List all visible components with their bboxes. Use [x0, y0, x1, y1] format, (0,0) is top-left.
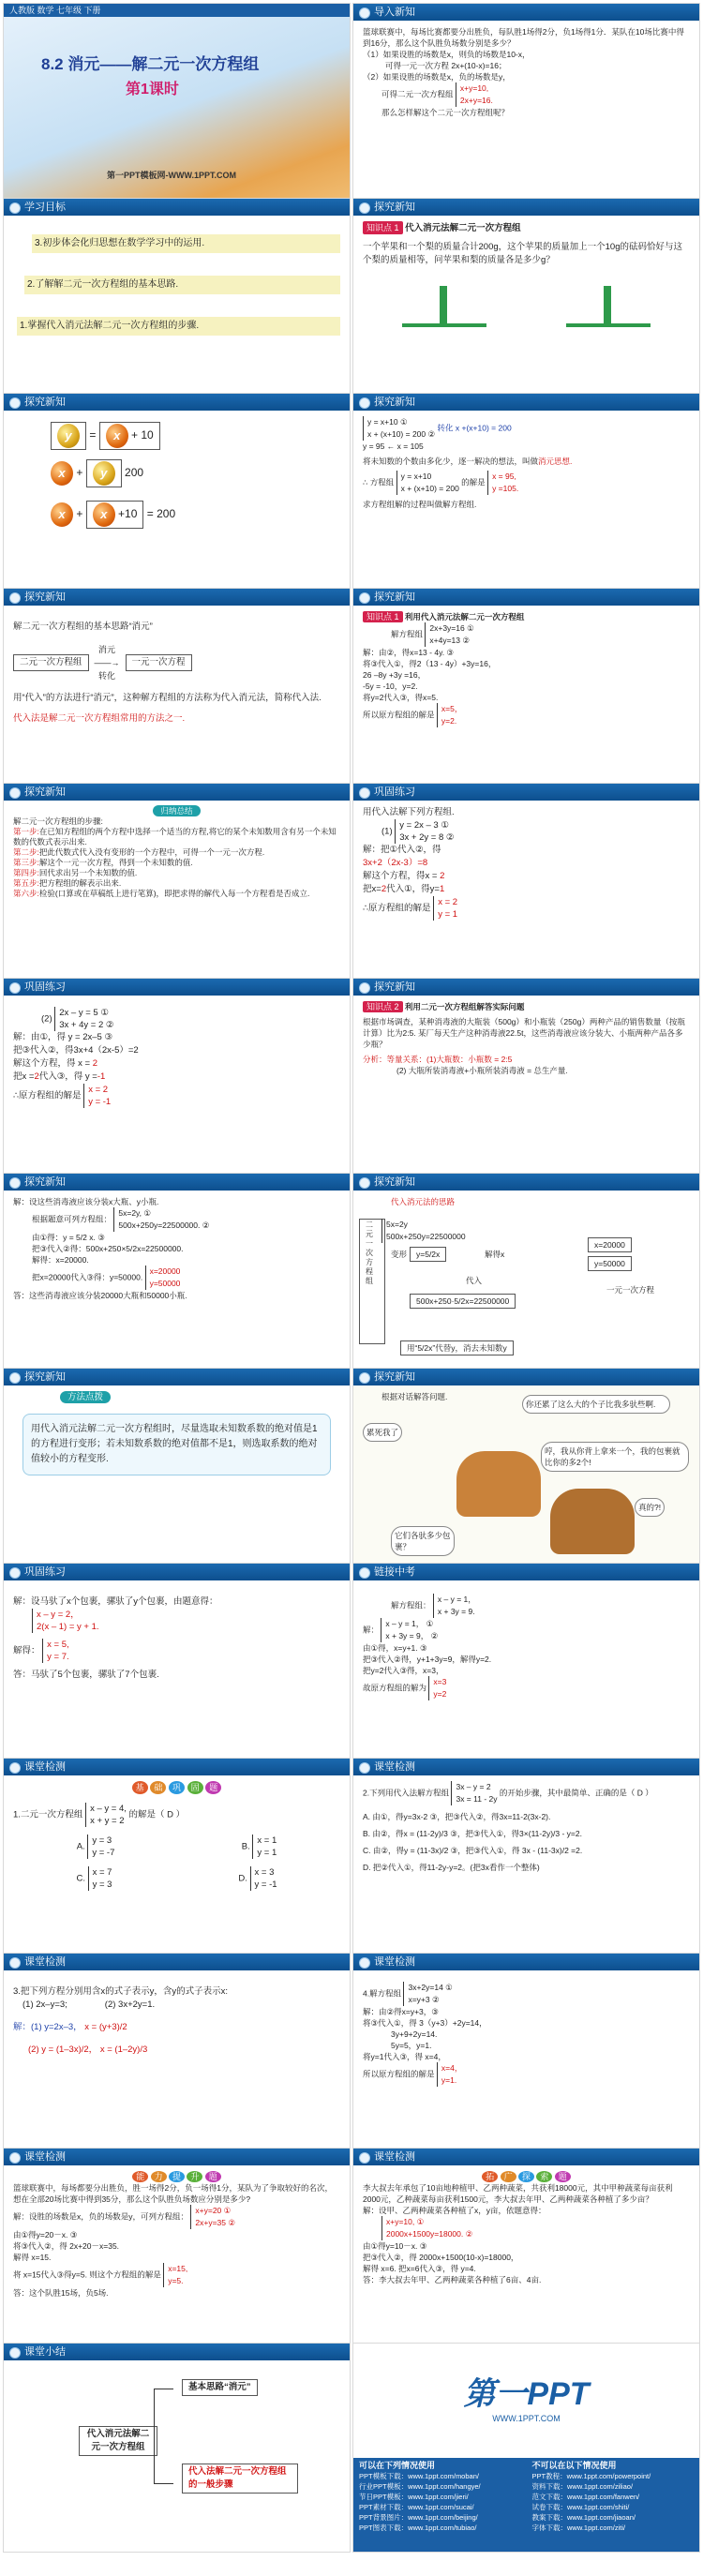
knowledge-tag: 知识点 1	[363, 221, 403, 234]
slide-header: 链接中考	[353, 1564, 699, 1580]
option-c[interactable]: C. 由②，得y = (11-3x)/2 ③，把③代入①，得 3x - (11-3x)/2 =2.	[363, 1846, 583, 1855]
method-note: 代入法是解二元一次方程组常用的方法之一.	[13, 713, 186, 724]
link[interactable]: 教案下载：www.1ppt.com/jiaoan/	[531, 2513, 636, 2522]
usage-allowed: 可以在下列情况使用	[359, 2461, 436, 2470]
solution-step: 把③代入②，得 2000x+1500(10-x)=18000，	[363, 2253, 519, 2262]
slide-goals[interactable]	[3, 198, 351, 408]
solution-step: 把③代入②得，y+1+3y=9，解得y=2.	[363, 1655, 492, 1664]
slide-header: 巩固练习	[4, 1564, 350, 1580]
level-tags: 能 力 提 升 题	[13, 2171, 340, 2182]
slide-example1[interactable]: 探究新知 知识点 1 利用代入消元法解二元一次方程组 解方程组 2x+3y=16 ① x+4y=13 ② 解：由②，得x=13 - 4y. ③ 将③代入①，得2（13 - 4y）+3y=16， 26 –8y +3y =16， -5y = -10，y=2. 将y=2代入③，得x=5. 所以原方程组的解是 x=5， y=2.	[352, 588, 700, 798]
slide-header: 探究新知	[4, 1369, 350, 1385]
site-name: 第一PPT模板网-WWW.1PPT.COM	[107, 171, 236, 180]
horse-icon	[456, 1451, 541, 1517]
solution-display: x = 2 y = 1	[433, 896, 457, 921]
solution-display: x=15, y=5.	[163, 2263, 187, 2287]
speech-bubble: 你还累了这么大的个子比我多驮些啊.	[522, 1395, 670, 1414]
basic-idea: 解二元一次方程组的基本思路“消元”	[13, 622, 153, 632]
solution-step: -5y = -10，y=2.	[363, 681, 418, 691]
slide-kp1-intro[interactable]	[352, 198, 700, 408]
slide-header: 课堂检测	[4, 2149, 350, 2165]
slide-exam[interactable]: 链接中考 解方程组： x – y = 1， x + 3y = 9. 解： x – y = 1， ① x + 3y = 9， ② 由①得，x=y+1. ③ 把③代入②得，y+1+3y=9，解得y=2. 把y=2代入③得，x=3， 故原方程组的解为 x=3 y=2	[352, 1563, 700, 1773]
flow-box: y=5/2x	[410, 1247, 446, 1262]
step-text: 解这个一元一次方程，得到一个未知数的值.	[38, 858, 193, 867]
slide-header: 探究新知	[4, 784, 350, 801]
step-text: 把此代数式代入没有变形的一个方程中，可得一个一元一次方程.	[38, 847, 265, 857]
solution-step: 将③代入②，得 2x+20－x=35.	[13, 2241, 120, 2251]
total-200: 200	[125, 466, 144, 480]
solution-step: 解：由②得x=y+3，③	[363, 2007, 439, 2016]
intro-system: x+y=10, 2x+y=16.	[456, 82, 493, 107]
slide-practice3[interactable]: 巩固练习 解：设马驮了x个包裹，骡驮了y个包裹，由题意得： x – y = 2， 2(x – 1) = y + 1. 解得： x = 5, y = 7. 答：马驮了5个包裹，骡驮了7个包裹.	[3, 1563, 351, 1773]
slide-horse-mule[interactable]	[352, 1368, 700, 1578]
system-display: x – y = 1， ① x + 3y = 9， ②	[381, 1618, 438, 1642]
answer: 答：这些消毒液应该分装20000大瓶和50000小瓶.	[13, 1291, 187, 1300]
speech-bubble: 它们各驮多少包裹？	[391, 1526, 455, 1556]
definition: 求方程组解的过程叫做解方程组.	[363, 500, 477, 509]
slide-header: 探究新知	[4, 394, 350, 411]
analysis: 分析：等量关系：(1)大瓶数：小瓶数 = 2:5	[363, 1055, 513, 1064]
plus-sign: +	[76, 507, 83, 521]
slide-header: 探究新知	[353, 1174, 699, 1191]
solution-step: 解：由①，得 y = 2x–5 ③	[13, 1032, 112, 1042]
apple-icon: x	[51, 502, 73, 527]
slide-header: 探究新知	[353, 1369, 699, 1385]
link[interactable]: 行业PPT模板：www.1ppt.com/hangye/	[359, 2482, 481, 2491]
system-display: 2x – y = 5 ① 3x + 4y = 2 ②	[54, 1007, 113, 1031]
link[interactable]: 范文下载：www.1ppt.com/fanwen/	[531, 2493, 640, 2501]
slide-flowchart[interactable]: 探究新知 代入消元法的思路 二元一次方程组 5x=2y 500x+250y=22500000 y=5/2x 变形 代入 解得x x=20000 y=50000 500x+250·5/2x=22500000 一元一次方程 用“5/2x”代替y，消去未知数y	[352, 1173, 700, 1383]
solution-step: 解得 x=6. 把x=6代入③，得 y=4.	[363, 2264, 476, 2273]
slide-intro[interactable]	[352, 3, 700, 213]
solution-step: 解：把①代入②，得	[363, 845, 441, 855]
slide-test3[interactable]: 课堂检测 3.把下列方程分别用含x的式子表示y，含y的式子表示x: (1) 2x–y=3; (2) 3x+2y=1. 解：(1) y=2x–3， x = (y+3)/2 (2) y = (1–3x)/2， x = (1–2y)/3	[3, 1953, 351, 2163]
knowledge-point: 利用代入消元法解二元一次方程组	[404, 612, 525, 622]
option-a[interactable]: A. 由①，得y=3x-2 ③，把③代入②，得3x=11-2(3x-2).	[363, 1812, 551, 1821]
brand-logo: 第一PPT	[463, 2376, 590, 2412]
solution-step: 由①得，x=y+1. ③	[363, 1643, 427, 1653]
solution-step: 把y=2代入③得，x=3，	[363, 1666, 444, 1675]
solution-display: x=5， y=2.	[437, 703, 462, 727]
link[interactable]: 资料下载：www.1ppt.com/ziliao/	[531, 2482, 634, 2491]
method-desc: 用“代入”的方法进行“消元”，这种解方程组的方法称为代入消元法，简称代入法.	[13, 693, 322, 703]
step-text: 在已知方程组的两个方程中选择一个适当的方程,将它的某个未知数用含有另一个未知数的代数式表示出来.	[13, 827, 337, 846]
slide-practice2[interactable]: 巩固练习 (2) 2x – y = 5 ① 3x + 4y = 2 ② 解：由①，得 y = 2x–5 ③ 把③代入②，得3x+4（2x-5）=2 解这个方程，得 x = 2 把x =2代入③，得 y =-1 ∴原方程组的解是 x = 2 y = -1	[3, 978, 351, 1188]
system-display: 5x=2y, ① 500x+250y=22500000. ②	[113, 1207, 209, 1232]
knowledge-point: 代入消元法解二元一次方程组	[405, 223, 521, 233]
x-value: x = 105	[396, 442, 424, 451]
slide-elimination-idea[interactable]: 探究新知 y = x+10 ① x + (x+10) = 200 ② 转化 x +(x+10) = 200 y = 95 ← x = 105 将未知数的个数由多化少，逐一解决的想法，叫做消元思想. ∴ 方程组 y = x+10 x + (x+10) = 200 的解是 x = 95, y =105. 求方程组解的过程叫做解方程组.	[352, 393, 700, 603]
plus-sign: +	[76, 466, 83, 480]
system-display: 3x+2y=14 ① x=y+3 ②	[403, 1982, 452, 2006]
slide-tips[interactable]	[3, 1368, 351, 1578]
intro-q1b: 可得一元一次方程 2x+(10-x)=16；	[385, 61, 507, 70]
brand-url[interactable]: WWW.1PPT.COM	[492, 2414, 561, 2423]
apple-pear-problem: 一个苹果和一个梨的质量合计200g，这个苹果的质量加上一个10g的砝码恰好与这个梨的质量相等，问苹果和梨的质量各是多少g？	[363, 242, 682, 265]
system-display: x+y=20 ① 2x+y=35 ②	[190, 2205, 235, 2229]
slide-test4[interactable]: 课堂检测 4.解方程组 3x+2y=14 ① x=y+3 ② 解：由②得x=y+3，③ 将③代入①，得 3（y+3）+2y=14， 3y+9+2y=14. 5y=5，y=1. 将y=1代入③，得 x=4， 所以原方程组的解是 x=4， y=1.	[352, 1953, 700, 2163]
option-b[interactable]: B. x = 1 y = 1	[241, 1835, 277, 1858]
pear-icon: y	[57, 424, 80, 448]
level-tags: 拓 广 探 索 题	[363, 2171, 690, 2182]
slide-practice1[interactable]: 巩固练习 用代入法解下列方程组. (1) y = 2x – 3 ① 3x + 2y = 8 ② 解：把①代入②，得 3x+2（2x-3）=8 解这个方程，得x = 2 把x=2代入①，得y=1 ∴原方程组的解是 x = 2 y = 1	[352, 783, 700, 993]
summary-brace	[154, 2389, 173, 2484]
pear-icon: y	[93, 461, 115, 486]
slide-header: 探究新知	[4, 589, 350, 606]
option-c[interactable]: C. x = 7 y = 3	[76, 1867, 112, 1890]
solution-step: 解得：x=20000.	[32, 1255, 89, 1265]
slide-header: 课堂检测	[4, 1954, 350, 1970]
slide-header: 巩固练习	[4, 979, 350, 996]
slide-header: 探究新知	[4, 1174, 350, 1191]
solution-step: 26 –8y +3y =16，	[363, 670, 426, 680]
solution-step: 3y+9+2y=14.	[391, 2029, 438, 2039]
slide-basic-idea[interactable]: 探究新知 解二元一次方程组的基本思路“消元” 二元一次方程组 消元 ——→ 转化 一元一次方程 用“代入”的方法进行“消元”，这种解方程组的方法称为代入消元法，简称代入法. 代入法是解二元一次方程组常用的方法之一.	[3, 588, 351, 798]
knowledge-tag: 知识点 1	[363, 611, 403, 622]
flow-box: y=50000	[588, 1256, 632, 1271]
apple-icon: x	[93, 502, 115, 527]
step-text: 回代求出另一个未知数的值.	[38, 868, 138, 877]
solution-step: 将y=1代入③，得 x=4，	[363, 2052, 446, 2061]
speech-bubble: 哼，我从你背上拿来一个，我的包裹就比你的多2个!	[541, 1442, 689, 1472]
slide-test2[interactable]: 课堂检测 2.下列用代入法解方程组 3x – y = 2 3x = 11 - 2y 的开始步骤，其中最简单、正确的是（ D ） A. 由①，得y=3x-2 ③，把③代入②，得3x=11-2(3x-2). B. 由②，得x = (11-2y)/3 ③，把③代入①，得3×(11-2y)/3 - y=2. C. 由②，得y = (11-3x)/2 ③，把③代入①，得 3x - (11-3x)/2 =2. D. 把②代入①，得11-2y-y=2。(把3x看作一个整体)	[352, 1758, 700, 1968]
answer: 答：马驮了5个包裹，骡驮了7个包裹.	[13, 1670, 159, 1680]
scale-icon	[566, 277, 651, 327]
level-tags: 基 础 巩 固 题	[13, 1781, 340, 1795]
plus-ten: + 10	[131, 428, 154, 442]
system-display: y = x+10 ① x + (x+10) = 200 ②	[363, 416, 435, 441]
system-display: x – y = 2， 2(x – 1) = y + 1.	[32, 1609, 99, 1633]
solution-step: 把③代入②得：500x+250×5/2x=22500000.	[32, 1244, 184, 1253]
slide-ad[interactable]	[352, 2343, 700, 2553]
flow-title: 代入消元法的思路	[391, 1197, 456, 1206]
slide-test6[interactable]	[352, 2148, 700, 2358]
slide-header: 课堂检测	[4, 1759, 350, 1775]
slide-header: 导入新知	[353, 4, 699, 21]
grade-band: 人教版 数学 七年级 下册	[4, 4, 350, 17]
solution-display: x=4， y=1.	[437, 2062, 462, 2087]
slide-header: 课堂检测	[353, 1954, 699, 1970]
slide-summary[interactable]	[3, 2343, 351, 2553]
speech-bubble: 累死我了	[363, 1423, 402, 1442]
option-a[interactable]: A. y = 3 y = -7	[76, 1835, 115, 1858]
slide-kp2[interactable]	[352, 978, 700, 1188]
solution-display: x=20000 y=50000	[145, 1266, 181, 1290]
intro-problem: 篮球联赛中，每场比赛都要分出胜负，每队胜1场得2分，负1场得1分．某队在10场比赛中得到16分，那么这个队胜负场数分别是多少？	[363, 27, 684, 48]
analysis: (2) 大瓶所装消毒液+小瓶所装消毒液 = 总生产量.	[396, 1066, 568, 1075]
practice-question: 用代入法解下列方程组.	[363, 807, 455, 817]
summary-top: 基本思路“消元”	[182, 2379, 258, 2396]
solution-step: 解：设马驮了x个包裹，骡驮了y个包裹，由题意得：	[13, 1596, 218, 1607]
apple-icon: x	[51, 461, 73, 486]
slide-title[interactable]	[3, 3, 351, 213]
link[interactable]: PPT背景图片：www.1ppt.com/beijing/	[359, 2513, 478, 2522]
goal-2: 2.了解解二元一次方程组的基本思路.	[24, 276, 340, 294]
solution-step: 解得 x=15.	[13, 2253, 52, 2262]
solution-display: x=3 y=2	[428, 1676, 446, 1700]
link[interactable]: PPT素材下载：www.1ppt.com/sucai/	[359, 2503, 474, 2511]
slide-header: 课堂小结	[4, 2344, 350, 2360]
single-equation: x +(x+10) = 200	[455, 423, 512, 433]
slide-header: 学习目标	[4, 199, 350, 216]
slide-header: 探究新知	[353, 199, 699, 216]
summary-banner: 归纳总结	[153, 805, 200, 816]
goal-1: 1.掌握代入消元法解二元一次方程组的步骤.	[17, 317, 340, 336]
link[interactable]: 试卷下载：www.1ppt.com/shiti/	[531, 2503, 630, 2511]
system-display: y = 2x – 3 ① 3x + 2y = 8 ②	[395, 819, 454, 844]
solution-step: 将y=2代入③，得x=5.	[363, 693, 439, 702]
option-b[interactable]: B. 由②，得x = (11-2y)/3 ③，把③代入①，得3×(11-2y)/3 - y=2.	[363, 1829, 582, 1838]
system-display: x+y=10, ① 2000x+1500y=18000. ②	[381, 2216, 472, 2240]
usage-forbidden: 不可以在以下情况使用	[531, 2461, 617, 2470]
slide-test1[interactable]: 课堂检测 基 础 巩 固 题 1.二元一次方程组 x – y = 4, x + y = 2 的解是（ D ） A. y = 3 y = -7 B. x = 1 y = 1 C. x = 7 y = 3 D. x = 3 y = -1	[3, 1758, 351, 1968]
link[interactable]: PPT图表下载：www.1ppt.com/tubiao/	[359, 2524, 477, 2532]
tips-text: 用代入消元法解二元一次方程组时，尽量选取未知数系数的绝对值是1的方程进行变形；若未知数系数的绝对值都不是1，则选取系数的绝对值较小的方程变形.	[22, 1414, 331, 1475]
link[interactable]: 字体下载：www.1ppt.com/ziti/	[531, 2524, 626, 2532]
slide-header: 探究新知	[353, 979, 699, 996]
link[interactable]: PPT教程：www.1ppt.com/powerpoint/	[531, 2472, 651, 2480]
question: 李大叔去年承包了10亩地种植甲、乙两种蔬菜，共获利18000元，其中甲种蔬菜每亩获利2000元，乙种蔬菜每亩获利1500元，李大叔去年甲、乙两种蔬菜各种植了多少亩？	[363, 2183, 673, 2204]
system-display: 3x – y = 2 3x = 11 - 2y	[451, 1781, 497, 1805]
slide-header: 探究新知	[353, 394, 699, 411]
slide-app-solution[interactable]: 探究新知 解：设这些消毒液应该分装x大瓶、y小瓶. 根据题意可列方程组： 5x=2y, ① 500x+250y=22500000. ② 由①得：y = 5/2 x. ③ 把③代入②得：500x+250×5/2x=22500000. 解得：x=20000. 把x=20000代入③得：y=50000. x=20000 y=50000 答：这些消毒液应该分装20000大瓶和50000小瓶.	[3, 1173, 351, 1383]
apple-icon: x	[106, 424, 128, 448]
solution-step: 解：设甲、乙两种蔬菜各种植了x，y亩，依题意得：	[363, 2206, 546, 2215]
answer: 答：李大叔去年甲、乙两种蔬菜各种植了6亩、4亩.	[363, 2275, 542, 2284]
scale-icon	[402, 277, 486, 327]
option-d[interactable]: D. x = 3 y = -1	[238, 1867, 277, 1890]
knowledge-tag: 知识点 2	[363, 1001, 403, 1012]
step-text: 把方程组的解表示出来.	[38, 878, 122, 888]
link[interactable]: 节日PPT模板：www.1ppt.com/jieri/	[359, 2493, 469, 2501]
arrow-label: 消元	[98, 645, 116, 654]
flow-note: 用“5/2x”代替y，消去未知数y	[400, 1340, 514, 1355]
slide-header: 课堂检测	[353, 1759, 699, 1775]
intro-q2: （2）如果设胜的场数是x，负的场数是y，	[363, 72, 511, 82]
link[interactable]: PPT模板下载：www.1ppt.com/moban/	[359, 2472, 479, 2480]
system-display: x – y = 1， x + 3y = 9.	[433, 1594, 476, 1618]
balance-scales	[363, 277, 690, 327]
solution-step: 把③代入②，得3x+4（2x-5）=2	[13, 1045, 139, 1056]
total-200: = 200	[146, 507, 176, 521]
slide-header: 探究新知	[353, 589, 699, 606]
solution-step: 解：由②，得x=13 - 4y. ③	[363, 648, 455, 657]
question: 篮球联赛中，每场都要分出胜负，胜一场得2分，负一场得1分，某队为了争取较好的名次，想在全部20场比赛中得到35分，那么这个队胜负场数应分别是多少?	[13, 2183, 333, 2204]
summary-center: 代入消元法解二元一次方程组	[79, 2426, 157, 2456]
solution-step: 由①得y=20－x. ③	[13, 2230, 78, 2239]
mule-icon	[550, 1489, 635, 1554]
slide-apples[interactable]: 探究新知 y = x + 10 x + y 200 x + x +10 = 200	[3, 393, 351, 603]
intro-q3: 那么怎样解这个二元一次方程组呢？	[381, 108, 510, 117]
lesson-title: 8.2 消元——解二元一次方程组	[41, 55, 260, 73]
box-unary: 一元一次方程	[126, 654, 192, 671]
step-text: 检验(口算或在草稿纸上进行笔算)，即把求得的解代入每一个方程看是否成立.	[38, 889, 310, 898]
solution-display: x = 5, y = 7.	[42, 1639, 69, 1663]
solution-step: 将③代入①，得 3（y+3）+2y=14，	[363, 2018, 487, 2028]
application-problem: 根据市场调查，某种消毒液的大瓶装（500g）和小瓶装（250g）两种产品的销售数量（按瓶计算）比为2:5. 某厂每天生产这种消毒液22.5t，这些消毒液应该分装大、小瓶两种产品各多少瓶？	[363, 1017, 685, 1049]
system-display: y = x+10 x + (x+10) = 200	[396, 471, 459, 495]
solution-step: 5y=5，y=1.	[391, 2041, 432, 2050]
system-display: x – y = 4, x + y = 2	[85, 1803, 127, 1827]
system-display: 2x+3y=16 ① x+4y=13 ②	[425, 622, 473, 647]
solution-step: 3x+2（2x-3）=8	[363, 858, 428, 868]
y-value: y = 95	[363, 442, 385, 451]
solution-step: 将③代入①，得2（13 - 4y）+3y=16，	[363, 659, 497, 668]
slide-steps-summary[interactable]: 探究新知 归纳总结 解二元一次方程组的步骤: 第一步:在已知方程组的两个方程中选择一个适当的方程,将它的某个未知数用含有另一个未知数的代数式表示出来. 第二步:把此代数式代入没有变形的一个方程中，可得一个一元一次方程. 第三步:解这个一元一次方程，得到一个未知数的值. 第四步:回代求出另一个未知数的值. 第五步:把方程组的解表示出来. 第六步:检验(口算或在草稿纸上进行笔算)，即把求得的解代入每一个方程看是否成立.	[3, 783, 351, 993]
intro-q1: （1）如果设胜的场数是x，则负的场数是10-x，	[363, 50, 531, 59]
slide-test5[interactable]: 课堂检测 能 力 提 升 题 篮球联赛中，每场都要分出胜负，胜一场得2分，负一场得1分，某队为了争取较好的名次，想在全部20场比赛中得到35分，那么这个队胜负场数应分别是多少? 解：设胜的场数是x，负的场数是y，可列方程组： x+y=20 ① 2x+y=35 ② 由①得y=20－x. ③ 将③代入②，得 2x+20－x=35. 解得 x=15. 将 x=15代入③得y=5. 则这个方程组的解是 x=15, y=5. 答：这个队胜15场，负5场.	[3, 2148, 351, 2358]
goal-3: 3.初步体会化归思想在数学学习中的运用.	[32, 234, 340, 253]
dialogue-question: 根据对话解答问题.	[381, 1392, 448, 1401]
intro-q2b: 可得二元一次方程组	[381, 89, 454, 99]
flow-system: 5x=2y 500x+250y=22500000	[381, 1219, 466, 1243]
answer: 答：这个队胜15场，负5场.	[13, 2288, 109, 2298]
flow-box: 500x+250·5/2x=22500000	[410, 1294, 516, 1309]
flow-box: x=20000	[588, 1237, 632, 1252]
box-binary: 二元一次方程组	[13, 654, 89, 671]
plus-ten: +10	[118, 507, 138, 521]
slide-header: 巩固练习	[353, 784, 699, 801]
question: 3.把下列方程分别用含x的式子表示y，含y的式子表示x:	[13, 1986, 229, 1997]
summary-bottom: 代入法解二元一次方程组的一般步骤	[182, 2464, 298, 2494]
solution-step: 由①得y=10－x. ③	[363, 2241, 427, 2251]
idea-text: 将未知数的个数由多化少，逐一解决的想法，叫做消元思想.	[363, 457, 573, 466]
lesson-subtitle: 第1课时	[126, 82, 179, 97]
flow-side: 二元一次方程组	[359, 1219, 385, 1344]
slide-header: 课堂检测	[353, 2149, 699, 2165]
solution-step: 解：设这些消毒液应该分装x大瓶、y小瓶.	[13, 1197, 159, 1206]
knowledge-point: 利用二元一次方程组解答实际问题	[404, 1002, 525, 1011]
speech-bubble: 真的?!	[635, 1498, 665, 1517]
solution-intro: ∴ 方程组	[363, 477, 395, 487]
convert-label: 转化	[437, 423, 454, 433]
tips-banner: 方法点拨	[60, 1391, 111, 1403]
solution-display: x = 95, y =105.	[487, 471, 518, 495]
solution-display: x = 2 y = -1	[83, 1084, 111, 1108]
option-d[interactable]: D. 把②代入①，得11-2y-y=2。(把3x看作一个整体)	[363, 1863, 540, 1872]
